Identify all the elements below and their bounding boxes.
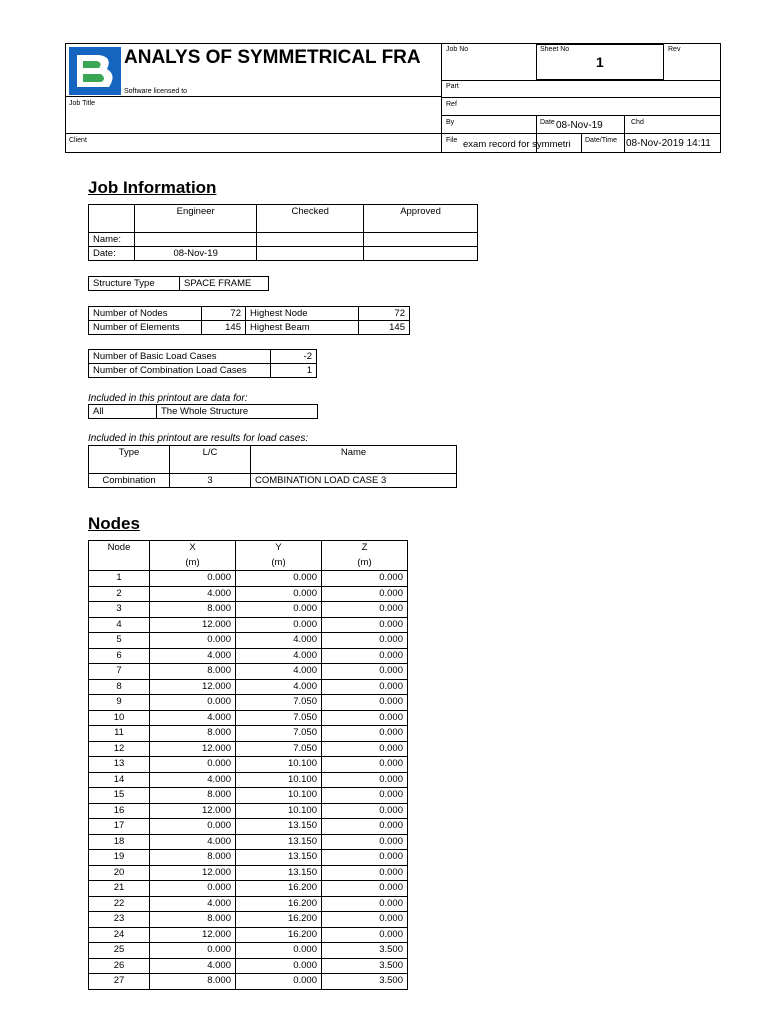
z-value: 0.000 <box>322 881 408 897</box>
z-value: 0.000 <box>322 695 408 711</box>
x-value: 0.000 <box>150 881 236 897</box>
table-row <box>89 571 408 587</box>
y-value: 13.150 <box>236 834 322 850</box>
checked-header: Checked <box>257 205 364 233</box>
x-value: 8.000 <box>150 974 236 990</box>
y-value: 0.000 <box>236 617 322 633</box>
y-value: 13.150 <box>236 819 322 835</box>
part-label: Part <box>446 83 459 90</box>
file-label: File <box>446 137 458 144</box>
table-row <box>89 695 408 711</box>
z-value: 0.000 <box>322 834 408 850</box>
z-value: 0.000 <box>322 633 408 649</box>
y-value: 10.100 <box>236 803 322 819</box>
y-value: 16.200 <box>236 896 322 912</box>
z-value: 0.000 <box>322 912 408 928</box>
y-value: 13.150 <box>236 865 322 881</box>
node-id: 19 <box>89 850 150 866</box>
file-value: exam record for symmetri <box>463 139 571 150</box>
highest-beam-label: Highest Beam <box>246 321 359 335</box>
y-value: 7.050 <box>236 726 322 742</box>
combination-load-cases: 1 <box>271 364 317 378</box>
y-value: 7.050 <box>236 710 322 726</box>
x-value: 0.000 <box>150 571 236 587</box>
table-row <box>89 726 408 742</box>
elements-count: 145 <box>202 321 246 335</box>
lc-header: L/C <box>170 446 251 474</box>
job-no-label: Job No <box>446 46 469 53</box>
name-header: Name <box>251 446 457 474</box>
node-id: 15 <box>89 788 150 804</box>
table-row <box>89 648 408 664</box>
table-row <box>89 912 408 928</box>
node-id: 25 <box>89 943 150 959</box>
y-value: 16.200 <box>236 912 322 928</box>
node-id: 5 <box>89 633 150 649</box>
rev-label: Rev <box>668 46 681 53</box>
node-id: 10 <box>89 710 150 726</box>
z-value: 0.000 <box>322 819 408 835</box>
x-value: 0.000 <box>150 633 236 649</box>
z-value: 0.000 <box>322 772 408 788</box>
nodes-count-label: Number of Nodes <box>89 307 202 321</box>
table-row <box>89 772 408 788</box>
y-value: 4.000 <box>236 648 322 664</box>
engineer-date: 08-Nov-19 <box>135 247 257 261</box>
x-value: 4.000 <box>150 896 236 912</box>
y-value: 0.000 <box>236 943 322 959</box>
table-row <box>89 741 408 757</box>
sheet-no-value: 1 <box>596 54 604 70</box>
node-col-header: Node <box>89 541 150 556</box>
x-value: 8.000 <box>150 788 236 804</box>
z-value: 0.000 <box>322 927 408 943</box>
job-information-table <box>88 204 478 261</box>
z-value: 0.000 <box>322 757 408 773</box>
x-value: 8.000 <box>150 602 236 618</box>
y-value: 0.000 <box>236 974 322 990</box>
y-value: 16.200 <box>236 881 322 897</box>
table-row <box>89 865 408 881</box>
x-value: 0.000 <box>150 819 236 835</box>
table-row <box>89 788 408 804</box>
included-results-table <box>88 445 457 488</box>
x-value: 8.000 <box>150 850 236 866</box>
node-id: 18 <box>89 834 150 850</box>
z-value: 0.000 <box>322 586 408 602</box>
z-value: 0.000 <box>322 571 408 587</box>
y-value: 4.000 <box>236 679 322 695</box>
included-data-table <box>88 404 318 419</box>
date-label: Date <box>540 119 555 126</box>
node-id: 12 <box>89 741 150 757</box>
table-row <box>89 881 408 897</box>
highest-beam: 145 <box>359 321 410 335</box>
z-col-header: Z <box>322 541 408 556</box>
included-results-note: Included in this printout are results for load cases: <box>88 433 309 444</box>
table-row <box>89 602 408 618</box>
node-id: 22 <box>89 896 150 912</box>
datetime-label: Date/Time <box>585 137 618 144</box>
x-col-unit: (m) <box>150 556 236 571</box>
y-col-header: Y <box>236 541 322 556</box>
node-col-unit <box>89 556 150 571</box>
y-col-unit: (m) <box>236 556 322 571</box>
table-row <box>89 896 408 912</box>
node-id: 13 <box>89 757 150 773</box>
node-id: 20 <box>89 865 150 881</box>
approved-header: Approved <box>364 205 478 233</box>
node-id: 26 <box>89 958 150 974</box>
report-title: ANALYS OF SYMMETRICAL FRA <box>124 47 421 68</box>
chd-label: Chd <box>631 119 644 126</box>
nodes-table <box>88 540 408 990</box>
engineer-header: Engineer <box>135 205 257 233</box>
result-type: Combination <box>89 474 170 488</box>
z-value: 0.000 <box>322 788 408 804</box>
y-value: 10.100 <box>236 788 322 804</box>
table-row <box>89 974 408 990</box>
table-row <box>89 927 408 943</box>
z-value: 0.000 <box>322 896 408 912</box>
x-value: 12.000 <box>150 803 236 819</box>
z-value: 0.000 <box>322 602 408 618</box>
elements-count-label: Number of Elements <box>89 321 202 335</box>
node-id: 24 <box>89 927 150 943</box>
ref-label: Ref <box>446 101 457 108</box>
table-row <box>89 819 408 835</box>
table-row <box>89 757 408 773</box>
z-col-unit: (m) <box>322 556 408 571</box>
x-value: 8.000 <box>150 912 236 928</box>
z-value: 0.000 <box>322 850 408 866</box>
x-value: 0.000 <box>150 943 236 959</box>
result-lc: 3 <box>170 474 251 488</box>
y-value: 7.050 <box>236 695 322 711</box>
x-value: 12.000 <box>150 679 236 695</box>
z-value: 3.500 <box>322 974 408 990</box>
x-value: 12.000 <box>150 617 236 633</box>
by-label: By <box>446 119 455 126</box>
x-value: 0.000 <box>150 695 236 711</box>
client-label: Client <box>69 137 87 144</box>
table-row <box>89 958 408 974</box>
node-id: 11 <box>89 726 150 742</box>
included-data-note: Included in this printout are data for: <box>88 393 248 404</box>
y-value: 4.000 <box>236 633 322 649</box>
node-id: 9 <box>89 695 150 711</box>
x-value: 4.000 <box>150 834 236 850</box>
y-value: 4.000 <box>236 664 322 680</box>
x-value: 8.000 <box>150 726 236 742</box>
y-value: 10.100 <box>236 757 322 773</box>
x-value: 12.000 <box>150 741 236 757</box>
z-value: 0.000 <box>322 710 408 726</box>
table-row <box>89 586 408 602</box>
combination-load-cases-label: Number of Combination Load Cases <box>89 364 271 378</box>
x-value: 0.000 <box>150 757 236 773</box>
x-value: 4.000 <box>150 958 236 974</box>
bentley-logo-icon <box>69 47 121 95</box>
table-row <box>89 617 408 633</box>
x-col-header: X <box>150 541 236 556</box>
structure-type-label: Structure Type <box>89 277 180 291</box>
highest-node: 72 <box>359 307 410 321</box>
node-id: 16 <box>89 803 150 819</box>
z-value: 0.000 <box>322 865 408 881</box>
y-value: 10.100 <box>236 772 322 788</box>
y-value: 16.200 <box>236 927 322 943</box>
load-cases-table <box>88 349 317 378</box>
x-value: 8.000 <box>150 664 236 680</box>
table-row <box>89 679 408 695</box>
z-value: 0.000 <box>322 679 408 695</box>
node-id: 6 <box>89 648 150 664</box>
y-value: 7.050 <box>236 741 322 757</box>
nodes-count: 72 <box>202 307 246 321</box>
node-id: 7 <box>89 664 150 680</box>
node-id: 1 <box>89 571 150 587</box>
table-row <box>89 943 408 959</box>
table-row <box>89 664 408 680</box>
table-row <box>89 850 408 866</box>
x-value: 4.000 <box>150 648 236 664</box>
z-value: 0.000 <box>322 648 408 664</box>
table-row <box>89 803 408 819</box>
licensed-label: Software licensed to <box>124 88 188 95</box>
x-value: 12.000 <box>150 927 236 943</box>
basic-load-cases-label: Number of Basic Load Cases <box>89 350 271 364</box>
basic-load-cases: -2 <box>271 350 317 364</box>
node-id: 23 <box>89 912 150 928</box>
date-value: 08-Nov-19 <box>556 120 603 131</box>
z-value: 0.000 <box>322 741 408 757</box>
x-value: 4.000 <box>150 710 236 726</box>
structure-type-value: SPACE FRAME <box>180 277 269 291</box>
counts-table <box>88 306 410 335</box>
node-id: 17 <box>89 819 150 835</box>
y-value: 0.000 <box>236 586 322 602</box>
y-value: 0.000 <box>236 958 322 974</box>
x-value: 12.000 <box>150 865 236 881</box>
node-id: 4 <box>89 617 150 633</box>
node-id: 3 <box>89 602 150 618</box>
table-row <box>89 834 408 850</box>
sheet-no-label: Sheet No <box>540 46 570 53</box>
highest-node-label: Highest Node <box>246 307 359 321</box>
node-id: 2 <box>89 586 150 602</box>
z-value: 3.500 <box>322 943 408 959</box>
z-value: 0.000 <box>322 726 408 742</box>
job-information-heading: Job Information <box>88 178 217 197</box>
y-value: 13.150 <box>236 850 322 866</box>
included-data-description: The Whole Structure <box>157 405 318 419</box>
table-row <box>89 633 408 649</box>
included-data-scope: All <box>89 405 157 419</box>
z-value: 0.000 <box>322 617 408 633</box>
y-value: 0.000 <box>236 571 322 587</box>
node-id: 27 <box>89 974 150 990</box>
node-id: 8 <box>89 679 150 695</box>
x-value: 4.000 <box>150 772 236 788</box>
result-name: COMBINATION LOAD CASE 3 <box>251 474 457 488</box>
date-row-label: Date: <box>89 247 135 261</box>
table-row <box>89 710 408 726</box>
z-value: 3.500 <box>322 958 408 974</box>
datetime-value: 08-Nov-2019 14:11 <box>626 138 711 149</box>
y-value: 0.000 <box>236 602 322 618</box>
node-id: 14 <box>89 772 150 788</box>
name-label: Name: <box>89 233 135 247</box>
job-title-label: Job Title <box>69 100 96 107</box>
x-value: 4.000 <box>150 586 236 602</box>
structure-type-table <box>88 276 269 291</box>
nodes-heading: Nodes <box>88 514 140 533</box>
z-value: 0.000 <box>322 803 408 819</box>
document-header <box>65 43 721 153</box>
type-header: Type <box>89 446 170 474</box>
node-id: 21 <box>89 881 150 897</box>
z-value: 0.000 <box>322 664 408 680</box>
